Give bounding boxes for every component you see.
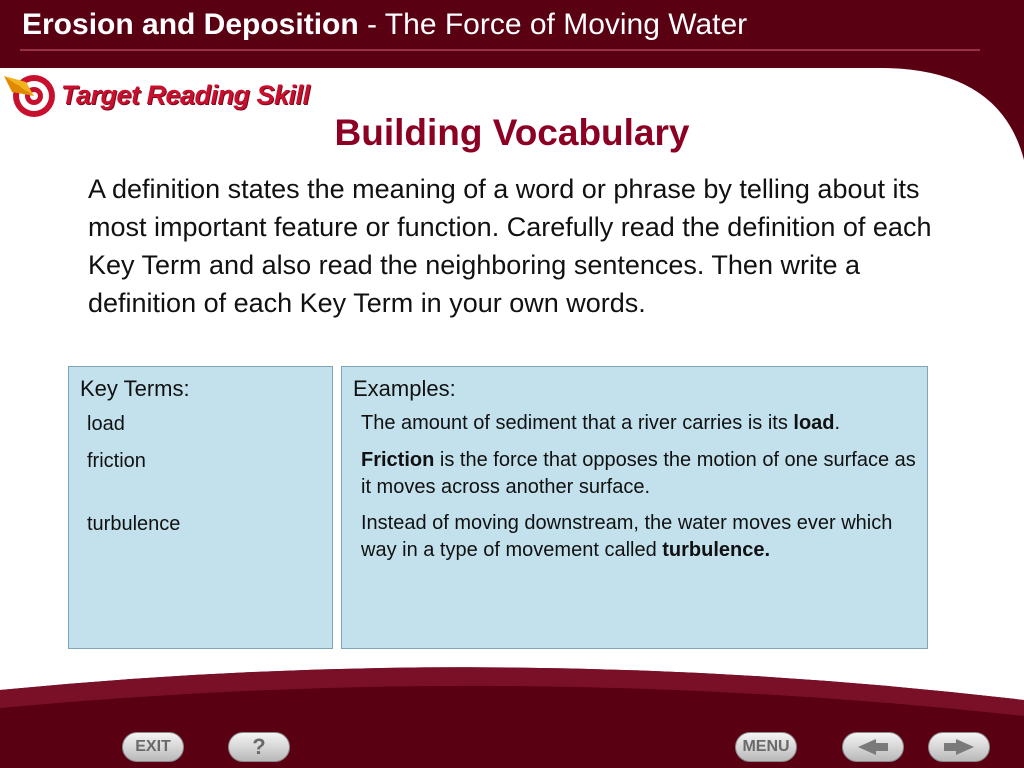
example-turbulence-keyword: turbulence. bbox=[662, 539, 771, 561]
examples-header: Examples: bbox=[353, 376, 456, 401]
page-title bbox=[22, 8, 747, 42]
example-turbulence bbox=[361, 510, 921, 564]
header-divider bbox=[20, 49, 980, 51]
example-friction-end: is the force that opposes the motion of one surface as it moves across another surface. bbox=[361, 449, 916, 498]
help-button[interactable]: ? bbox=[228, 732, 290, 762]
exit-button[interactable]: EXIT bbox=[122, 732, 184, 762]
example-friction bbox=[361, 447, 921, 501]
menu-button[interactable]: MENU bbox=[735, 732, 797, 762]
target-reading-skill-label: Target Reading Skill bbox=[61, 80, 310, 110]
previous-button[interactable] bbox=[842, 732, 904, 762]
example-friction-keyword: Friction bbox=[361, 449, 435, 471]
instructions-paragraph: A definition states the meaning of a word or phrase by telling about its most important feature or function. Carefully read the definition of each Key Term and also read the neighboring sentences. Then write a definition of each Key Term in your own words. bbox=[88, 174, 932, 318]
next-button[interactable] bbox=[928, 732, 990, 762]
term-turbulence: turbulence bbox=[87, 513, 181, 535]
page-title-subtitle: - The Force of Moving Water bbox=[358, 8, 748, 41]
example-load-text: The amount of sediment that a river carries is its bbox=[361, 412, 794, 434]
key-terms-panel bbox=[68, 366, 333, 649]
term-load: load bbox=[87, 413, 125, 435]
example-load-end: . bbox=[834, 412, 841, 434]
page-title-bold: Erosion and Deposition bbox=[22, 8, 359, 41]
term-friction: friction bbox=[87, 450, 146, 472]
examples-panel bbox=[341, 366, 928, 649]
example-load bbox=[361, 410, 921, 437]
section-heading: Building Vocabulary bbox=[334, 112, 690, 153]
key-terms-header: Key Terms: bbox=[80, 376, 190, 401]
example-turbulence-text: Instead of moving downstream, the water moves ever which way in a type of movement called bbox=[361, 512, 893, 561]
arrow-left-icon bbox=[856, 738, 890, 756]
arrow-right-icon bbox=[942, 738, 976, 756]
example-load-keyword: load bbox=[793, 412, 835, 434]
